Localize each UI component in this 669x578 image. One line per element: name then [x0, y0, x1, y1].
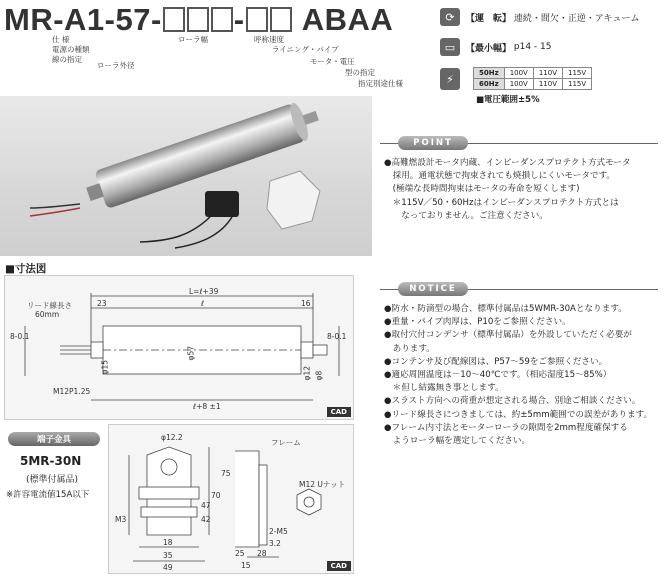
- volt-cell: 110V: [533, 79, 562, 90]
- terminal-bracket: [267, 171, 320, 229]
- volt-cell: 100V: [504, 68, 533, 79]
- volt-cell: 60Hz: [474, 79, 505, 90]
- code-label: 仕 様: [52, 35, 70, 44]
- volt-cell: 110V: [533, 68, 562, 79]
- point-line: 採用。通電状態で拘束されても焼損しにくいモータです。: [384, 171, 616, 182]
- cad-badge[interactable]: CAD: [327, 407, 351, 417]
- notice-header: [380, 282, 658, 296]
- dim-57: φ57: [186, 346, 196, 361]
- notice-line: ●適応周囲温度は－10～40℃です。（相応湿度15～85%）: [384, 370, 612, 381]
- model-suffix: ABAA: [301, 2, 394, 37]
- notice-title: NOTICE: [398, 282, 468, 296]
- notice-line: ●防水・防滴型の場合、標準付属品は5WMR-30Aとなります。: [384, 304, 627, 314]
- lightning-icon: ⚡: [440, 68, 460, 90]
- lead-length: 60mm: [35, 310, 60, 319]
- code-label: 型の指定: [345, 68, 375, 77]
- dim-18: 18: [163, 538, 173, 547]
- dim-12-2: φ12.2: [161, 433, 183, 442]
- capacitor: [205, 191, 239, 217]
- dim-35: 35: [163, 551, 173, 560]
- spec-operation-label: 【運 転】: [466, 13, 512, 24]
- code-box: [270, 7, 292, 32]
- code-label: ライニング・パイプ: [272, 45, 339, 54]
- dim-12: φ12: [302, 366, 312, 381]
- dim-8b: φ8: [314, 370, 324, 381]
- code-label: 指定別途仕様: [358, 79, 403, 88]
- voltage-range: ■電圧範囲±5%: [476, 95, 540, 105]
- dim-23: 23: [97, 299, 107, 308]
- volt-cell: 50Hz: [474, 68, 505, 79]
- code-box: [187, 7, 209, 32]
- code-label: 線の指定: [52, 55, 82, 64]
- dim-3-2: 3.2: [269, 539, 281, 548]
- code-label: モータ・電圧: [310, 57, 355, 66]
- terminal-label: 端子金具: [8, 432, 100, 446]
- notice-line: ●スラスト方向への荷重が想定される場合、別途ご相談ください。: [384, 396, 641, 407]
- notice-line: ●フレーム内寸法とモーターローラの隙間を2mm程度確保する: [384, 422, 628, 433]
- dim-ell8: ℓ+8 ±1: [193, 402, 221, 411]
- dim-total: L=ℓ+39: [189, 287, 219, 296]
- notice-line: ようローラ幅を選定してください。: [384, 436, 531, 447]
- volt-cell: 100V: [504, 79, 533, 90]
- point-line: ＊115V／50・60Hzはインピーダンスプロテクト方式とは: [384, 197, 619, 208]
- notice-line: あります。: [384, 343, 435, 354]
- code-label: ローラ幅: [178, 35, 208, 44]
- notice-line: ●リード線長さにつきましては、約±5mm範囲での誤差があります。: [384, 409, 653, 420]
- notice-text: [384, 303, 668, 448]
- notice-line: ●取付穴付コンデンサ（標準付属品）を外設していただく必要が: [384, 330, 632, 341]
- spec-operation: [440, 8, 666, 26]
- terminal-note: (標準付属品): [26, 475, 79, 485]
- lead-label: リード線長さ: [27, 301, 72, 310]
- code-label: ローラ外径: [97, 61, 135, 70]
- dim-28: 28: [257, 549, 267, 558]
- dim-75: 75: [221, 469, 231, 478]
- point-title: POINT: [398, 136, 468, 150]
- code-box: [246, 7, 268, 32]
- code-box: [211, 7, 233, 32]
- dim-8-right: 8-0.1: [327, 332, 347, 341]
- dim-8-left: 8-0.1: [10, 332, 30, 341]
- ruler-icon: ▭: [440, 38, 460, 56]
- frame-label: フレーム: [271, 438, 301, 447]
- dim-70: 70: [211, 491, 221, 500]
- point-text: [384, 157, 666, 223]
- dim-15: φ15: [100, 360, 110, 375]
- rotate-icon: ⟳: [440, 8, 460, 26]
- model-sep: -: [233, 2, 245, 37]
- dim-2m5: 2-M5: [269, 527, 288, 536]
- point-line: なっておりません。ご注意ください。: [384, 210, 548, 221]
- model-prefix: MR-A1-57-: [4, 2, 162, 37]
- model-code: [4, 2, 393, 38]
- point-line: (極端な長時間拘束はモータの寿命を短くします): [384, 184, 580, 195]
- notice-line: ＊但し結露無き事とします。: [384, 383, 504, 394]
- spec-operation-value: 連続・間欠・正逆・アキューム: [513, 13, 640, 24]
- dim-16: 16: [301, 299, 311, 308]
- code-label: 呼称速度: [254, 35, 284, 44]
- dimension-title: ■寸法図: [5, 263, 47, 275]
- nut-label: M12 Uナット: [299, 480, 346, 489]
- bracket-svg: [109, 425, 353, 573]
- code-label: 電源の種類: [52, 45, 90, 54]
- dim-ell: ℓ: [201, 299, 205, 308]
- point-line: ●高難燃設計モータ内蔵、インピーダンスプロテクト方式モータ: [384, 158, 631, 168]
- point-header: [380, 136, 658, 150]
- bracket-drawing: [108, 424, 354, 574]
- thread-label: M12P1.25: [53, 387, 91, 396]
- dim-m3: M3: [115, 515, 127, 524]
- terminal-current-note: ※許容電流値15A以下: [6, 490, 90, 500]
- volt-cell: 115V: [563, 79, 592, 90]
- cad-badge[interactable]: CAD: [327, 561, 351, 571]
- notice-line: ●コンテンサ及び配線図は、P57～59をご参照ください。: [384, 356, 608, 367]
- voltage-table: [473, 67, 592, 90]
- terminal-model: 5MR-30N: [20, 454, 82, 468]
- spec-min-width-value: p14 - 15: [513, 42, 552, 52]
- roller-dimension-svg: [5, 276, 353, 419]
- dimension-drawing: [4, 275, 354, 420]
- dim-42: 42: [201, 515, 211, 524]
- product-photo: [0, 96, 372, 256]
- notice-line: ●重量・パイプ肉厚は、P10をご参照ください。: [384, 317, 571, 328]
- code-box: [163, 7, 185, 32]
- product-illustration: [0, 96, 372, 256]
- dim-25: 25: [235, 549, 245, 558]
- volt-cell: 115V: [563, 68, 592, 79]
- spec-min-width-label: 【最小幅】: [466, 43, 512, 54]
- dim-49: 49: [163, 563, 173, 572]
- dim-47: 47: [201, 501, 211, 510]
- spec-min-width: [440, 38, 666, 56]
- dim-15b: 15: [241, 561, 251, 570]
